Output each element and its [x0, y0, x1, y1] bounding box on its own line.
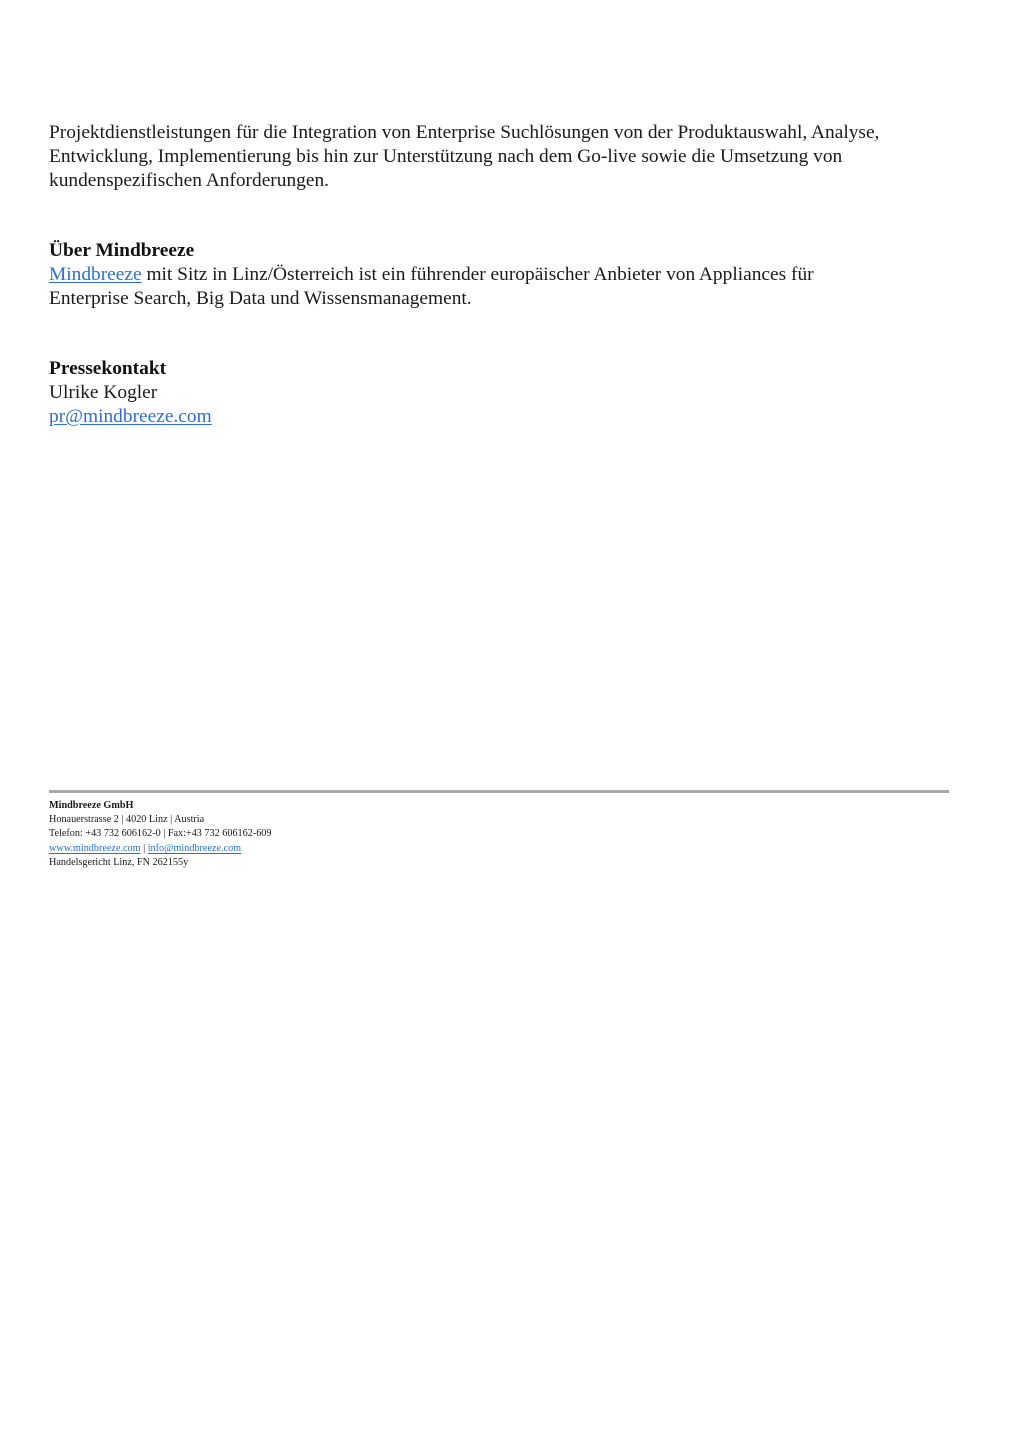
footer-address: Honauerstrasse 2 | 4020 Linz | Austria [49, 814, 205, 826]
footer-website-link[interactable]: www.mindbreeze.com [49, 842, 141, 854]
press-contact-heading: Pressekontakt [49, 358, 167, 379]
footer [49, 799, 272, 870]
footer-email-link[interactable]: info@mindbreeze.com [147, 842, 242, 854]
footer-link-separator: | [140, 842, 148, 854]
about-heading: Über Mindbreeze [49, 240, 195, 261]
contact-email-line [49, 405, 949, 429]
intro-line-3: kundenspezifischen Anforderungen. [49, 170, 329, 191]
contact-email-link[interactable]: pr@mindbreeze.com [49, 406, 212, 427]
contact-name: Ulrike Kogler [49, 382, 158, 403]
footer-company: Mindbreeze GmbH [49, 800, 134, 811]
about-line-1-text: mit Sitz in Linz/Österreich ist ein führender europäischer Anbieter von Appliances für [141, 264, 814, 285]
intro-line-1: Projektdienstleistungen für die Integration von Enterprise Suchlösungen von der Produktauswahl, Analyse, [49, 122, 880, 143]
about-line-2: Enterprise Search, Big Data und Wissensmanagement. [49, 288, 472, 309]
about-section [49, 239, 949, 311]
intro-line-2: Entwicklung, Implementierung bis hin zur Unterstützung nach dem Go-live sowie die Umsetzung von [49, 146, 843, 167]
intro-paragraph [49, 121, 949, 193]
footer-divider [49, 790, 949, 793]
press-contact-section [49, 357, 949, 429]
footer-registry: Handelsgericht Linz, FN 262155y [49, 856, 189, 868]
mindbreeze-link[interactable]: Mindbreeze [49, 264, 142, 285]
footer-links [49, 842, 272, 856]
footer-phone: Telefon: +43 732 606162-0 | Fax:+43 732 606162-609 [49, 828, 272, 840]
about-line-1 [49, 263, 949, 287]
